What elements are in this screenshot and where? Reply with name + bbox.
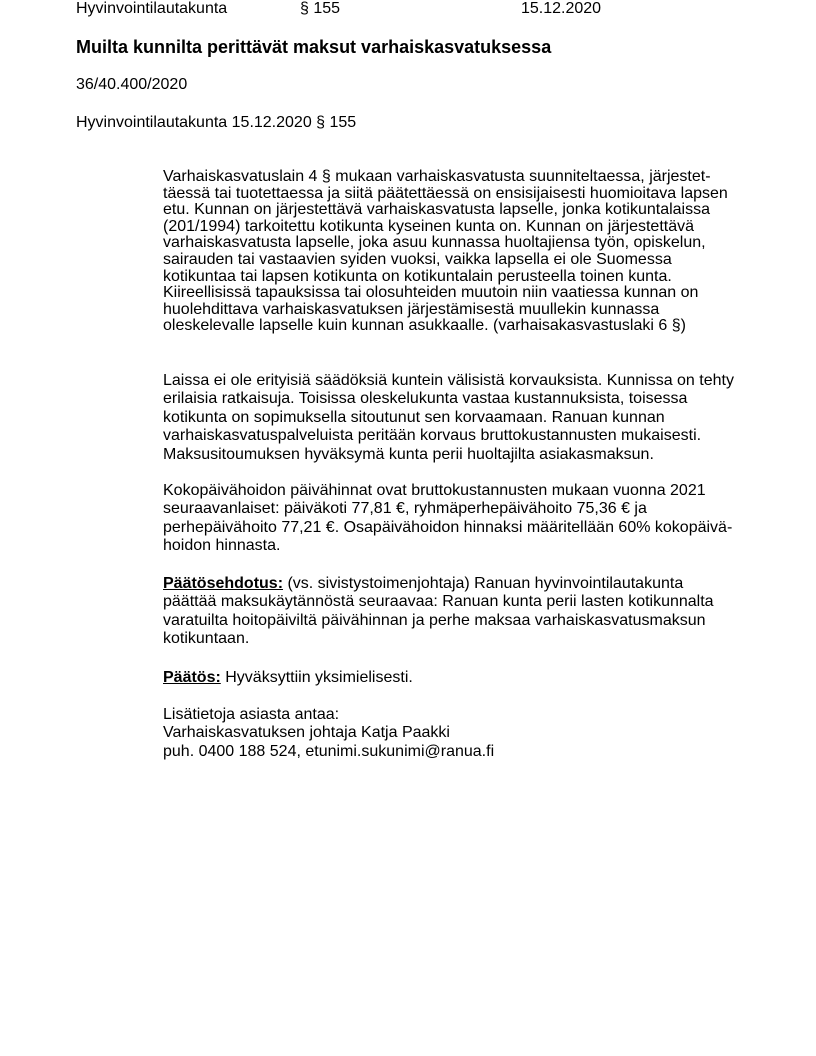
text-line: Laissa ei ole erityisiä säädöksiä kuntein välisistä korvauksista. Kunnissa on tehty — [163, 372, 734, 389]
text-line: täessä tai tuotettaessa ja siitä päätettäessä on ensisijaisesti huomioitava lapsen — [163, 184, 728, 202]
text-line: kotikunta on sopimuksella sitoutunut sen korvaamaan. Ranuan kunnan — [163, 408, 665, 426]
paragraph-prices — [163, 482, 743, 556]
text-line — [163, 575, 743, 593]
proposal-label: Päätösehdotus: — [163, 575, 284, 592]
text-line: kotikuntaa tai lapsen kotikunta on kotikuntalain perusteella toinen kunta. — [163, 267, 672, 285]
text-line: Varhaiskasvatuslain 4 § mukaan varhaiskasvatusta suunniteltaessa, järjestet- — [163, 168, 711, 185]
text-line: Kiireellisissä tapauksissa tai olosuhteiden muutoin niin vaatiessa kunnan on — [163, 284, 699, 302]
record-number: 36/40.400/2020 — [76, 76, 188, 93]
paragraph-proposal — [163, 575, 743, 649]
text-line: varatuilta hoitopäiviltä päivähinnan ja perhe maksaa varhaiskasvatusmaksun — [163, 611, 706, 629]
text-line: oleskelevalle lapselle kuin kunnan asukkaalle. (varhaisakasvastuslaki 6 §) — [163, 317, 686, 335]
paragraph-decision — [163, 669, 743, 687]
text-line: hoidon hinnasta. — [163, 537, 281, 555]
text-line: etu. Kunnan on järjestettävä varhaiskasvatusta lapselle, jonka kotikuntalaissa — [163, 201, 710, 219]
contact-info — [163, 706, 743, 761]
header-section: § 155 — [300, 0, 341, 17]
proposal-text: (vs. sivistystoimenjohtaja) Ranuan hyvinvointilautakunta — [283, 575, 684, 592]
header-date: 15.12.2020 — [521, 0, 602, 17]
decision-label: Päätös: — [163, 669, 221, 686]
text-line: Lisätietoja asiasta antaa: — [163, 706, 340, 723]
text-line: perhepäivähoito 77,21 €. Osapäivähoidon hinnaksi määritellään 60% kokopäivä- — [163, 518, 733, 536]
text-line: erilaisia ratkaisuja. Toisissa oleskelukunta vastaa kustannuksista, toisessa — [163, 390, 688, 408]
text-line: Varhaiskasvatuksen johtaja Katja Paakki — [163, 724, 450, 742]
text-line: seuraavanlaiset: päiväkoti 77,81 €, ryhmäperhepäivähoito 75,36 € ja — [163, 500, 647, 518]
header-committee: Hyvinvointilautakunta — [76, 0, 228, 17]
text-line: päättää maksukäytännöstä seuraavaa: Ranuan kunta perii lasten kotikunnalta — [163, 593, 714, 611]
text-line: Kokopäivähoidon päivähinnat ovat bruttokustannusten mukaan vuonna 2021 — [163, 482, 706, 499]
text-line — [163, 669, 743, 687]
text-line: huolehdittava varhaiskasvatuksen järjestämisestä muullekin kunnassa — [163, 300, 660, 318]
text-line: kotikuntaan. — [163, 630, 250, 648]
decision-text: Hyväksyttiin yksimielisesti. — [220, 669, 413, 686]
paragraph-compensation — [163, 372, 743, 464]
text-line: (201/1994) tarkoitettu kotikunta kyseinen kunta on. Kunnan on järjestettävä — [163, 217, 695, 235]
document-title: Muilta kunnilta perittävät maksut varhaiskasvatuksessa — [76, 37, 552, 57]
text-line: Maksusitoumuksen hyväksymä kunta perii huoltajilta asiakasmaksun. — [163, 445, 654, 463]
text-line: varhaiskasvatuspalveluista peritään korvaus bruttokustannusten mukaisesti. — [163, 427, 702, 445]
meeting-reference: Hyvinvointilautakunta 15.12.2020 § 155 — [76, 114, 357, 131]
text-line: sairauden tai vastaavien syiden vuoksi, vaikka lapsella ei ole Suomessa — [163, 250, 672, 268]
text-line: puh. 0400 188 524, etunimi.sukunimi@ranua.fi — [163, 742, 495, 760]
paragraph-background-law — [163, 169, 743, 335]
text-line: varhaiskasvatusta lapselle, joka asuu kunnassa huoltajiensa työn, opiskelun, — [163, 234, 706, 252]
